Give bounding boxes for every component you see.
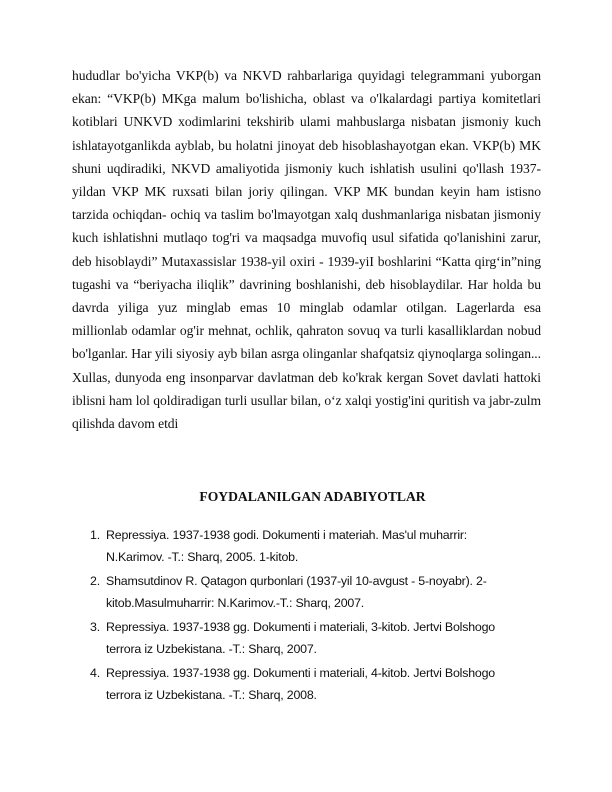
body-paragraph: hududlar bo'yicha VKP(b) va NKVD rahbarlariga quyidagi telegrammani yuborgan ekan: “VKP(b) MKga malum bo'lishicha, oblast va o'lkalardagi partiya komitetlari kotiblari UNKVD xodimlarini tekshirib ulami mahbuslarga nisbatan jismoniy kuch ishlatayotganlikda ayblab, bu holatni jinoyat deb hisoblashayotgan ekan. VKP(b) MK shuni uqdiradiki, NKVD amaliyotida jismoniy kuch ishlatish usulini qo'llash 1937-yildan VKP MK ruxsati bilan joriy qilingan. VKP MK bundan keyin ham istisno tarzida ochiqdan- ochiq va taslim bo'lmayotgan xalq dushmanlariga nisbatan jismoniy kuch ishlatishni mutlaqo tog'ri va maqsadga muvofiq usul sifatida qo'lanishini zarur, deb hisoblaydi” Mutaxassislar 1938-yil oxiri - 1939-yiI boshlarini “Katta qirg‘in”ning tugashi va “beriyacha iliqlik” davrining boshlanishi, deb hisoblaydilar. Har holda bu davrda yiliga yuz minglab emas 10 minglab odamlar otilgan. Lagerlarda esa millionlab odamlar og'ir mehnat, ochlik, qahraton sovuq va turli kasalliklardan nobud bo'lganlar. Har yili siyosiy ayb bilan asrga olinganlar shafqatsiz qiynoqlarga solingan... Xullas, dunyoda eng insonparvar davlatman deb ko'krak kergan Sovet davlati hattoki iblisni ham lol qoldiradigan turli usullar bilan, o‘z xalqi yostig'ini quritish va jabr-zulm qilishda davom etdi [72,68,541,432]
reference-number: 4. [90,666,100,680]
reference-number: 2. [90,574,100,588]
references-heading: FOYDALANILGAN ADABIYOTLAR [199,489,426,504]
reference-text: Repressiya. 1937-1938 gg. Dokumenti i materiali, 4-kitob. Jertvi Bolshogo terrora iz Uzbekistana. -T.: Sharq, 2008. [106,666,495,702]
reference-text: Repressiya. 1937-1938 gg. Dokumenti i materiali, 3-kitob. Jertvi Bolshogo terrora iz Uzbekistana. -T.: Sharq, 2007. [106,620,495,656]
reference-text: Shamsutdinov R. Qatagon qurbonlari (1937-yil 10-avgust - 5-noyabr). 2-kitob.Masulmuharrir: N.Karimov.-T.: Sharq, 2007. [106,574,487,610]
reference-item [72,616,541,660]
references-list [72,524,541,708]
reference-item [72,570,541,614]
reference-item [72,524,541,568]
reference-item [72,662,541,706]
reference-number: 3. [90,620,100,634]
reference-number: 1. [90,528,100,542]
reference-text: Repressiya. 1937-1938 godi. Dokumenti i materiah. Mas'ul muharrir: N.Karimov. -T.: Sharq, 2005. 1-kitob. [106,528,468,564]
